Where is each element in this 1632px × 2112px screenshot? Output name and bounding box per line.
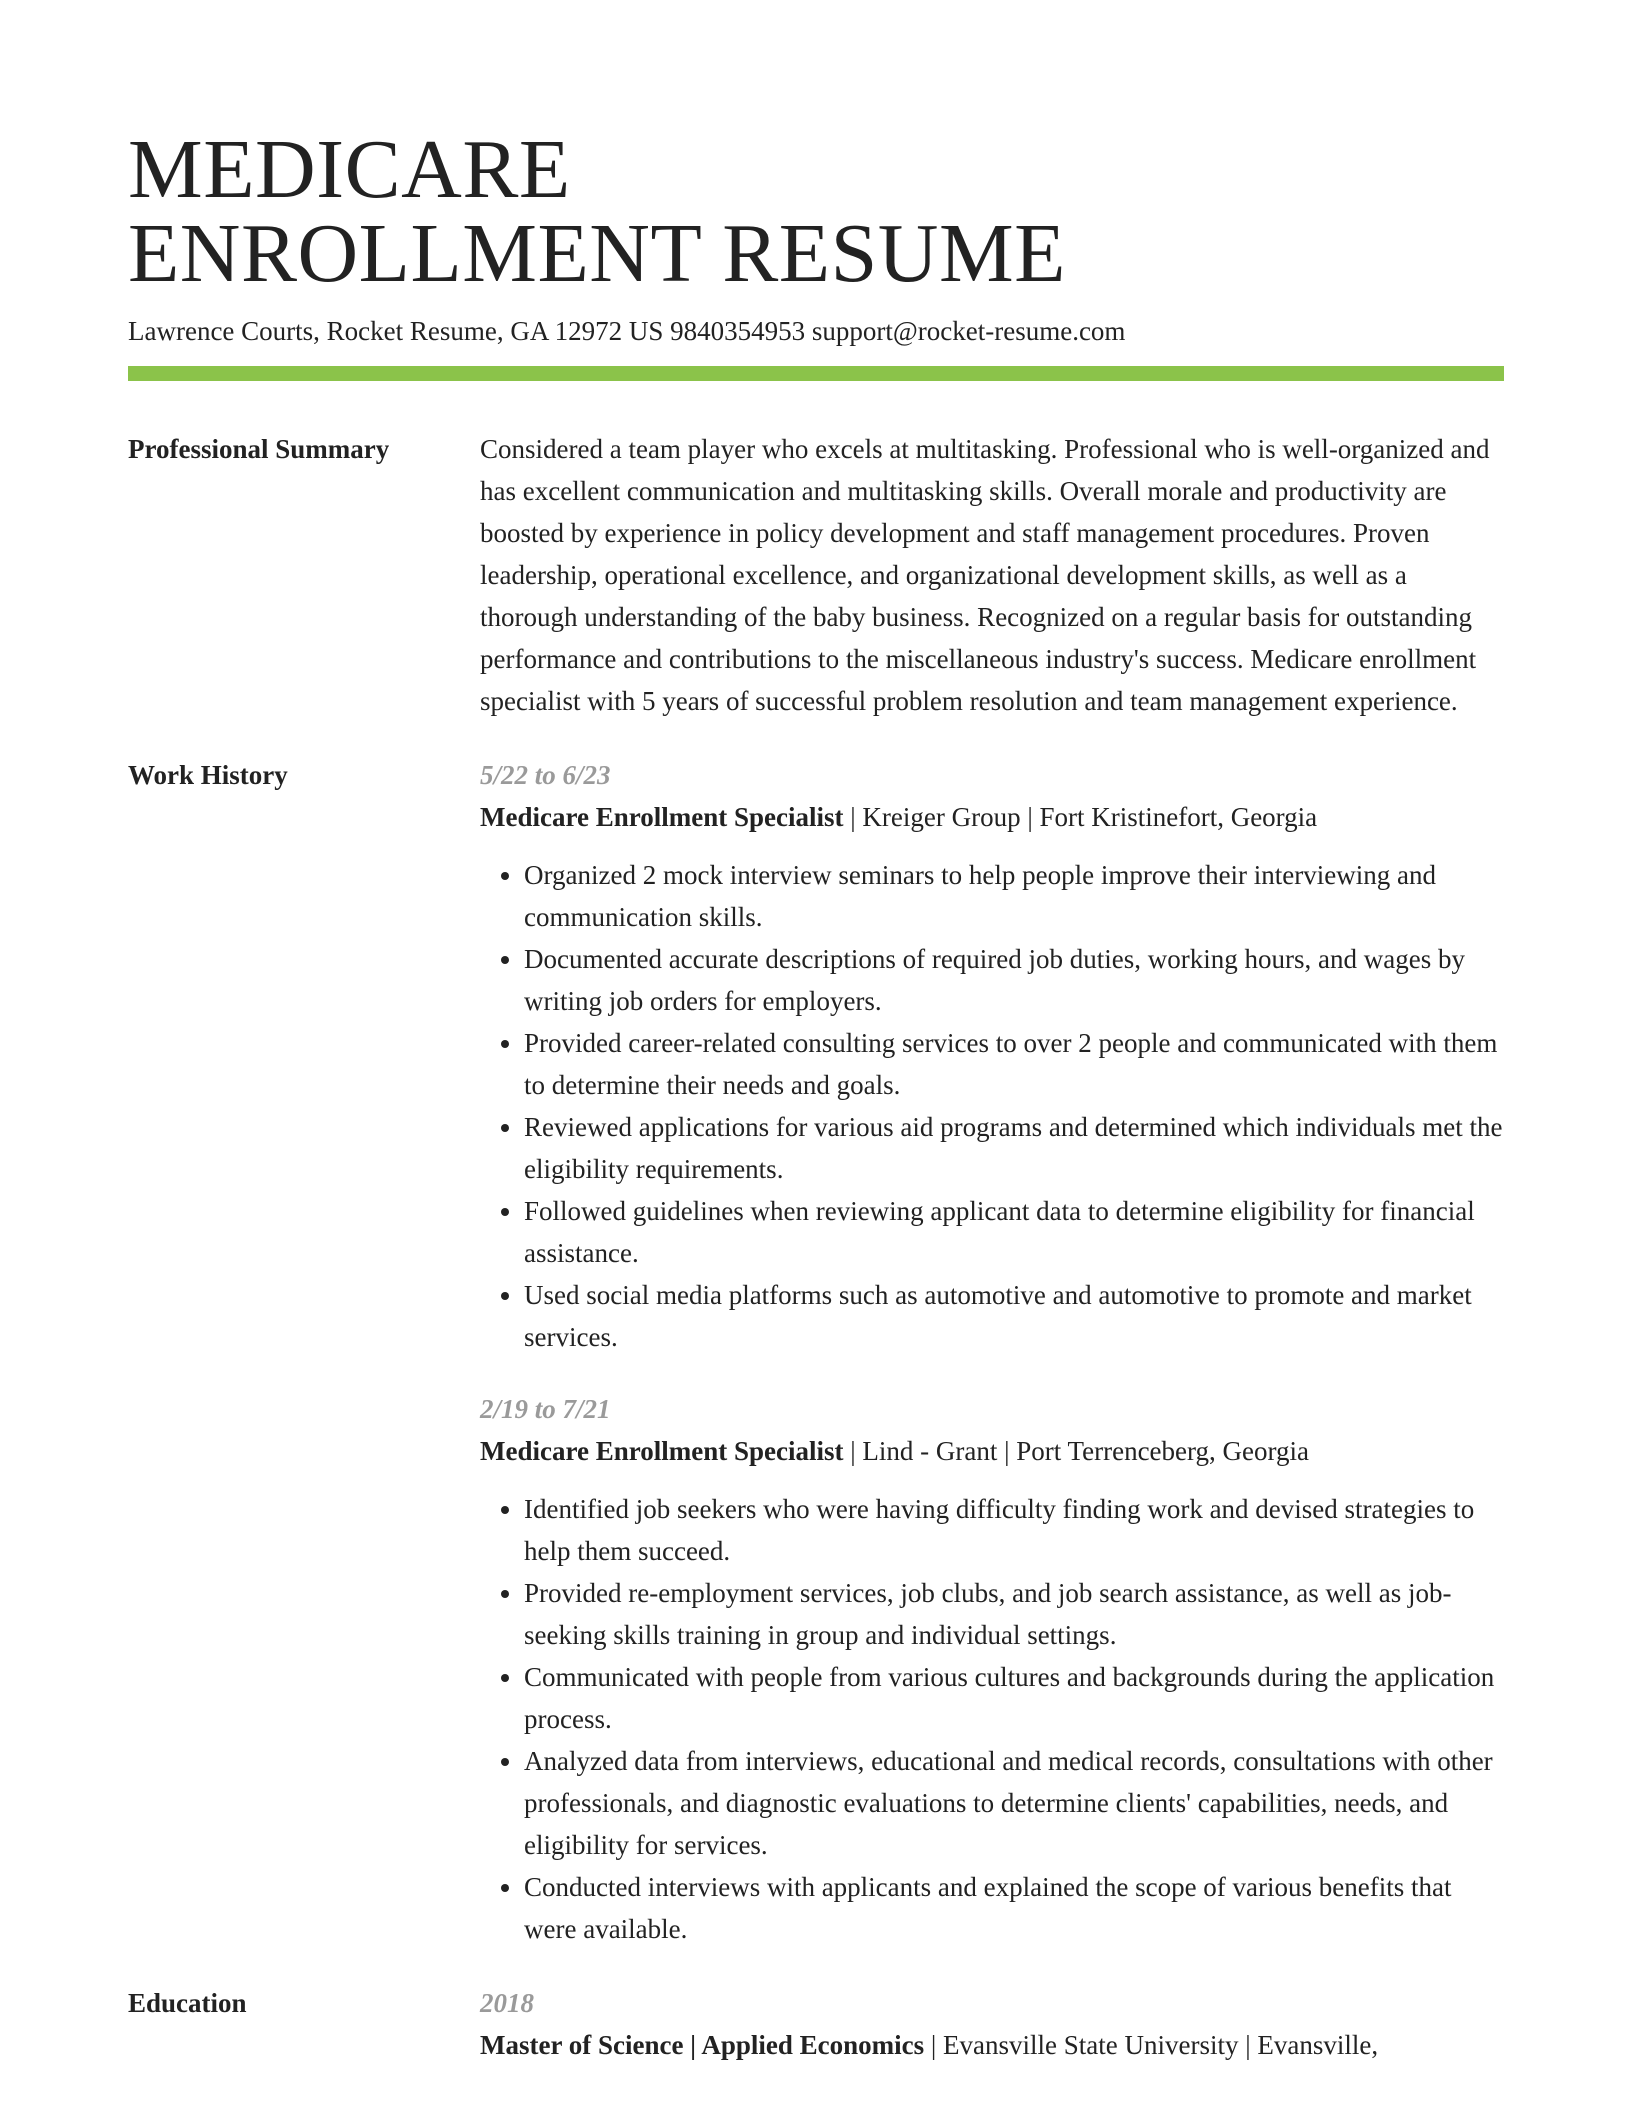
- job-role-line: [480, 1430, 1504, 1472]
- job-bullet: • Provided re-employment services, job clubs, and job search assistance, as well as job-seeking skills training in group and individual settings.: [524, 1572, 1504, 1656]
- title-line-1: MEDICARE: [128, 123, 571, 216]
- job-company-location: | Kreiger Group | Fort Kristinefort, Georgia: [843, 802, 1318, 832]
- job-bullet: • Reviewed applications for various aid programs and determined which individuals met the eligibility requirements.: [524, 1106, 1504, 1190]
- education-degree: Master of Science | Applied Economics: [480, 2030, 925, 2060]
- resume-page: [128, 123, 1504, 2066]
- section-label-education: Education: [128, 1988, 247, 2018]
- job-bullet: • Identified job seekers who were having difficulty finding work and devised strategies to help them succeed.: [524, 1488, 1504, 1572]
- job-company-location: | Lind - Grant | Port Terrenceberg, Georgia: [843, 1436, 1309, 1466]
- section-label-summary: Professional Summary: [128, 434, 390, 464]
- job-bullet: • Communicated with people from various cultures and backgrounds during the application process.: [524, 1656, 1504, 1740]
- job-entry: [480, 754, 1504, 1358]
- job-bullet: • Used social media platforms such as automotive and automotive to promote and market services.: [524, 1274, 1504, 1358]
- accent-divider: [128, 366, 1504, 381]
- job-bullet: • Organized 2 mock interview seminars to help people improve their interviewing and communication skills.: [524, 854, 1504, 938]
- job-entry: [480, 1388, 1504, 1950]
- contact-line: Lawrence Courts, Rocket Resume, GA 12972 US 9840354953 support@rocket-resume.com: [128, 316, 1126, 346]
- job-bullet: • Documented accurate descriptions of required job duties, working hours, and wages by writing job orders for employers.: [524, 938, 1504, 1022]
- education-year: 2018: [480, 1988, 534, 2018]
- job-bullet-list: [480, 854, 1504, 1358]
- job-role-line: [480, 796, 1504, 838]
- job-dates: 5/22 to 6/23: [480, 760, 611, 790]
- job-title: Medicare Enrollment Specialist: [480, 802, 844, 832]
- section-label-work-history: Work History: [128, 760, 288, 790]
- professional-summary-section: [128, 428, 1504, 722]
- education-school-location: | Evansville State University | Evansville,: [924, 2030, 1379, 2060]
- job-title: Medicare Enrollment Specialist: [480, 1436, 844, 1466]
- job-bullet: • Conducted interviews with applicants and explained the scope of various benefits that were available.: [524, 1866, 1504, 1950]
- job-dates: 2/19 to 7/21: [480, 1394, 611, 1424]
- job-bullet: • Analyzed data from interviews, educational and medical records, consultations with other professionals, and diagnostic evaluations to determine clients' capabilities, needs, and eligibility for services.: [524, 1740, 1504, 1866]
- work-history-section: [128, 754, 1504, 1950]
- job-bullet-list: [480, 1488, 1504, 1950]
- title-line-2: ENROLLMENT RESUME: [128, 207, 1066, 300]
- resume-title: [128, 123, 1504, 300]
- education-line: [480, 2024, 1504, 2066]
- job-bullet: • Provided career-related consulting services to over 2 people and communicated with them to determine their needs and goals.: [524, 1022, 1504, 1106]
- education-section: [128, 1982, 1504, 2066]
- job-bullet: • Followed guidelines when reviewing applicant data to determine eligibility for financial assistance.: [524, 1190, 1504, 1274]
- summary-text: Considered a team player who excels at multitasking. Professional who is well-organized and has excellent communication and multitasking skills. Overall morale and productivity are boosted by experience in policy development and staff management procedures. Proven leadership, operational excellence, and organizational development skills, as well as a thorough understanding of the baby business. Recognized on a regular basis for outstanding performance and contributions to the miscellaneous industry's success. Medicare enrollment specialist with 5 years of successful problem resolution and team management experience.: [480, 434, 1490, 716]
